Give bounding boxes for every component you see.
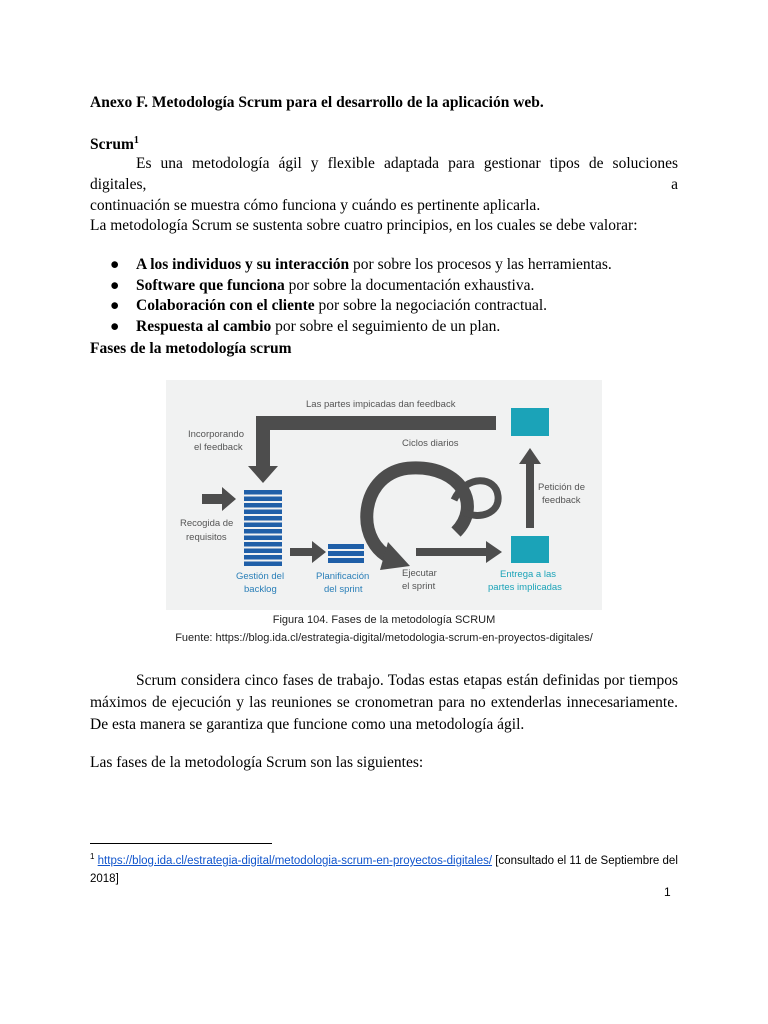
label-execute-1: Ejecutar bbox=[402, 568, 437, 579]
delivery-arrow bbox=[416, 541, 502, 563]
label-request-1: Petición de bbox=[538, 482, 586, 493]
footnote-link[interactable]: https://blog.ida.cl/estrategia-digital/metodologia-scrum-en-proyectos-digitales/ bbox=[97, 855, 493, 867]
intro-paragraph bbox=[90, 153, 678, 216]
label-delivery-1: Entrega a las bbox=[500, 569, 556, 580]
footnote-mark: 1 bbox=[90, 852, 95, 861]
label-execute-2: el sprint bbox=[402, 581, 436, 592]
requirements-arrow bbox=[202, 487, 236, 511]
list-item bbox=[90, 296, 678, 317]
section-heading-scrum bbox=[90, 130, 678, 155]
scrum-phases-figure bbox=[166, 380, 602, 610]
label-planning-1: Planificación bbox=[316, 571, 370, 582]
footnote-divider bbox=[90, 843, 272, 844]
label-stakeholders-feedback: Las partes impicadas dan feedback bbox=[306, 399, 456, 410]
principle-rest: por sobre los procesos y las herramientas. bbox=[349, 256, 612, 273]
stakeholders-square-icon bbox=[511, 408, 549, 436]
label-daily-cycles: Ciclos diarios bbox=[402, 438, 459, 449]
label-planning-2: del sprint bbox=[324, 584, 363, 595]
list-item bbox=[90, 276, 678, 297]
label-incorporating-2: el feedback bbox=[194, 442, 243, 453]
principle-rest: por sobre la documentación exhaustiva. bbox=[284, 276, 535, 294]
bullet-icon: ● bbox=[110, 297, 120, 314]
feedback-loop-arrow bbox=[248, 416, 496, 483]
principles-list bbox=[90, 255, 678, 337]
label-gathering-1: Recogida de bbox=[180, 518, 234, 529]
label-delivery-2: partes implicadas bbox=[488, 582, 562, 593]
principle-bold: Software que funciona bbox=[136, 276, 285, 294]
principles-intro: La metodología Scrum se sustenta sobre cuatro principios, en los cuales se debe valorar: bbox=[90, 217, 638, 234]
list-item bbox=[90, 255, 678, 276]
bullet-icon: ● bbox=[110, 256, 120, 273]
bullet-icon: ● bbox=[110, 317, 120, 335]
section-heading-text: Scrum bbox=[90, 136, 134, 153]
label-incorporating-1: Incorporando bbox=[188, 429, 244, 440]
intro-line-1: Es una metodología ágil y flexible adaptada para gestionar tipos de soluciones digitales, a bbox=[90, 155, 678, 193]
phases-paragraph-text: Scrum considera cinco fases de trabajo. Todas estas etapas están definidas por tiempos máximos de ejecución y las reuniones se cronometran para no extenderlas innecesariamente. De esta manera se garantiza que funcione como una metodología ágil. bbox=[90, 672, 678, 733]
phases-paragraph bbox=[90, 670, 678, 736]
label-request-2: feedback bbox=[542, 495, 581, 506]
figure-source: Fuente: https://blog.ida.cl/estrategia-digital/metodologia-scrum-en-proyectos-digitales/ bbox=[175, 632, 593, 644]
backlog-stack-icon bbox=[244, 490, 282, 566]
label-backlog-2: backlog bbox=[244, 584, 277, 595]
principle-rest: por sobre la negociación contractual. bbox=[314, 297, 548, 314]
phases-list-intro: Las fases de la metodología Scrum son las siguientes: bbox=[90, 754, 424, 771]
annex-title: Anexo F. Metodología Scrum para el desarrollo de la aplicación web. bbox=[90, 94, 544, 111]
footnote-reference: 1 bbox=[133, 135, 139, 146]
principle-rest: por sobre el seguimiento de un plan. bbox=[271, 317, 501, 335]
phases-heading: Fases de la metodología scrum bbox=[90, 340, 292, 357]
delivery-square-icon bbox=[511, 536, 549, 563]
sprint-stack-icon bbox=[328, 544, 364, 563]
label-backlog-1: Gestión del bbox=[236, 571, 285, 582]
page-number: 1 bbox=[664, 885, 671, 899]
principle-bold: Colaboración con el cliente bbox=[136, 297, 315, 314]
bullet-icon: ● bbox=[110, 276, 120, 294]
figure-caption: Figura 104. Fases de la metodología SCRUM bbox=[272, 614, 496, 626]
planning-arrow bbox=[290, 541, 326, 563]
sprint-cycle-arrow bbox=[367, 468, 468, 560]
principle-bold: Respuesta al cambio bbox=[136, 317, 272, 335]
list-item bbox=[90, 317, 678, 338]
label-gathering-2: requisitos bbox=[186, 532, 227, 543]
footnote bbox=[90, 848, 678, 888]
intro-line-2: continuación se muestra cómo funciona y cuándo es pertinente aplicarla. bbox=[90, 197, 541, 214]
principle-bold: A los individuos y su interacción bbox=[136, 256, 350, 273]
footnote-suffix: [consultado el 11 de Septiembre del 2018] bbox=[90, 855, 678, 885]
